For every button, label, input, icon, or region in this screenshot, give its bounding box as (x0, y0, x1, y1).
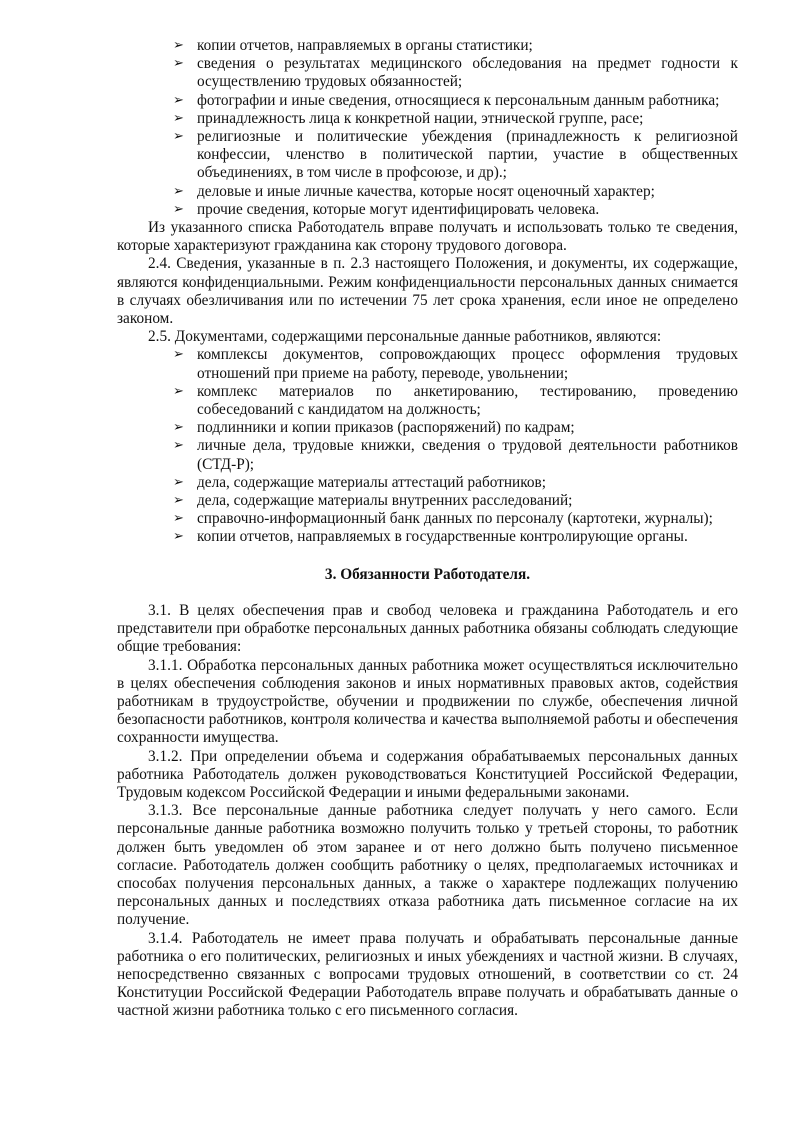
list-item-text: деловые и иные личные качества, которые носят оценочный характер; (197, 182, 655, 200)
list-item (117, 128, 738, 183)
list-item-text: копии отчетов, направляемых в органы статистики; (197, 37, 533, 54)
arrowhead-bullet-icon: ➢ (173, 383, 184, 399)
arrowhead-bullet-icon: ➢ (173, 201, 184, 217)
paragraph-3-1-2: 3.1.2. При определении объема и содержания обрабатываемых персональных данных работника Работодатель должен руководствоваться Конституцией Российской Федерации, Трудовым кодексом Российской Федерации и иными федеральными законами. (117, 747, 738, 801)
list-item-text: принадлежность лица к конкретной нации, этнической группе, расе; (197, 109, 644, 127)
list-item-text: дела, содержащие материалы аттестаций работников; (197, 473, 547, 491)
paragraph-2-4: 2.4. Сведения, указанные в п. 2.3 настоящего Положения, и документы, их содержащие, являются конфиденциальными. Режим конфиденциальности персональных данных снимается в случаях обезличивания или по истечении 75 лет срока хранения, если иное не определено законом. (117, 255, 738, 328)
list-item-text: копии отчетов, направляемых в государственные контролирующие органы. (197, 528, 688, 546)
list-item-text: дела, содержащие материалы внутренних расследований; (197, 492, 573, 510)
arrowhead-bullet-icon: ➢ (173, 92, 184, 108)
list-item (117, 419, 738, 437)
list-item (117, 437, 738, 473)
list-item-text: подлинники и копии приказов (распоряжений) по кадрам; (197, 419, 575, 437)
list-item (117, 110, 738, 128)
paragraph-list-note: Из указанного списка Работодатель вправе получать и использовать только те сведения, которые характеризуют гражданина как сторону трудового договора. (117, 219, 738, 255)
arrowhead-bullet-icon: ➢ (173, 183, 184, 199)
arrowhead-bullet-icon: ➢ (173, 474, 184, 490)
arrowhead-bullet-icon: ➢ (173, 38, 184, 53)
arrowhead-bullet-icon: ➢ (173, 129, 184, 145)
arrowhead-bullet-icon: ➢ (173, 56, 184, 72)
list-item (117, 474, 738, 492)
personal-data-list (117, 37, 738, 219)
list-item (117, 183, 738, 201)
paragraph-3-1-4: 3.1.4. Работодатель не имеет права получать и обрабатывать персональные данные работника о его политических, религиозных и иных убеждениях и частной жизни. В случаях, непосредственно связанных с вопросами трудовых отношений, в соответствии со ст. 24 Конституции Российской Федерации Работодатель вправе получать и обрабатывать данные о частной жизни работника только с его письменного согласия. (117, 929, 738, 1020)
list-item (117, 528, 738, 546)
documents-list (117, 346, 738, 546)
paragraph-2-5: 2.5. Документами, содержащими персональные данные работников, являются: (148, 328, 662, 346)
list-item-text: комплекс материалов по анкетированию, тестированию, проведению собеседований с кандидатом на должность; (197, 382, 738, 419)
section-heading: 3. Обязанности Работодателя. (324, 565, 531, 583)
list-item-text: личные дела, трудовые книжки, сведения о трудовой деятельности работников (СТД-Р); (197, 437, 738, 473)
arrowhead-bullet-icon: ➢ (173, 511, 184, 527)
paragraph-3-1: 3.1. В целях обеспечения прав и свобод человека и гражданина Работодатель и его представители при обработке персональных данных работника обязаны соблюдать следующие общие требования: (117, 601, 738, 656)
list-item-text: комплексы документов, сопровождающих процесс оформления трудовых отношений при приеме на работу, переводе, увольнении; (197, 346, 738, 382)
list-item-text: фотографии и иные сведения, относящиеся к персональным данным работника; (197, 91, 720, 109)
list-item (117, 346, 738, 382)
arrowhead-bullet-icon: ➢ (173, 438, 184, 454)
list-item-text: религиозные и политические убеждения (принадлежность к религиозной конфессии, членство в политической партии, участие в общественных объединениях, в том числе в профсоюзе, и др).; (197, 128, 738, 182)
list-item-text: справочно-информационный банк данных по персоналу (картотеки, журналы); (197, 510, 713, 528)
list-item (117, 383, 738, 419)
arrowhead-bullet-icon: ➢ (173, 347, 184, 363)
list-item-text: прочие сведения, которые могут идентифицировать человека. (197, 200, 600, 218)
list-item (117, 492, 738, 510)
page-content (117, 37, 738, 1021)
list-item (117, 37, 738, 55)
paragraph-3-1-1: 3.1.1. Обработка персональных данных работника может осуществляться исключительно в целях обеспечения соблюдения законов и иных нормативных правовых актов, содействия работникам в трудоустройстве, обучении и продвижении по службе, обеспечения личной безопасности работников, контроля количества и качества выполняемой работы и обеспечения сохранности имущества. (117, 656, 738, 747)
list-item (117, 201, 738, 219)
arrowhead-bullet-icon: ➢ (173, 493, 184, 509)
list-item (117, 55, 738, 91)
list-item (117, 92, 738, 110)
list-item (117, 510, 738, 528)
arrowhead-bullet-icon: ➢ (173, 529, 184, 545)
arrowhead-bullet-icon: ➢ (173, 420, 184, 436)
arrowhead-bullet-icon: ➢ (173, 110, 184, 126)
list-item-text: сведения о результатах медицинского обследования на предмет годности к осуществлению трудовых обязанностей; (197, 55, 738, 91)
paragraph-3-1-3: 3.1.3. Все персональные данные работника следует получать у него самого. Если персональные данные работника возможно получить только у третьей стороны, то работник должен быть уведомлен об этом заранее и от него должно быть получено письменное согласие. Работодатель должен сообщить работнику о целях, предполагаемых источниках и способах получения персональных данных, а также о характере подлежащих получению персональных данных и последствиях отказа работника дать письменное согласие на их получение. (117, 802, 738, 929)
